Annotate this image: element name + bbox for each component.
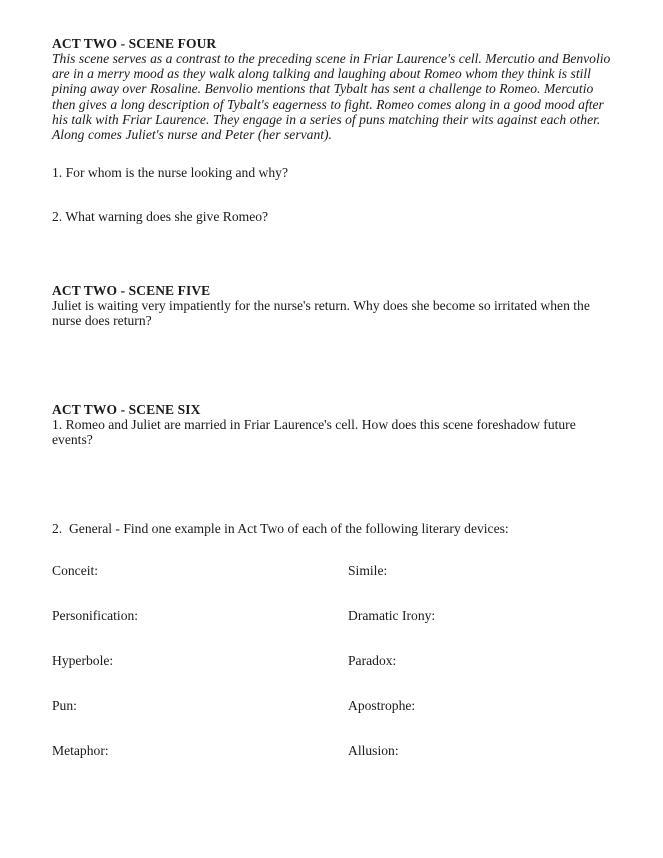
device-label-conceit: Conceit: [52,562,99,578]
scene-five-heading: ACT TWO - SCENE FIVE [52,282,211,298]
document-content [52,36,613,788]
device-row [52,743,613,788]
spacer [52,372,613,402]
spacer [52,142,613,165]
device-label-personification: Personification: [52,607,139,623]
spacer [52,225,613,254]
device-row [52,653,613,698]
spacer [52,447,613,495]
section-scene-six [52,402,613,447]
scene-four-heading: ACT TWO - SCENE FOUR [52,36,217,51]
section-scene-five [52,283,613,328]
device-label-simile: Simile: [348,562,388,578]
device-row [52,698,613,743]
scene-five-summary: Juliet is waiting very impatiently for the nurse's return. Why does she become so irritated when the nurse does return? [52,297,590,328]
device-row [52,608,613,653]
spacer [52,537,613,563]
section-general [52,521,613,787]
scene-four-question-1: 1. For whom is the nurse looking and why? [52,165,288,181]
scene-four-summary: This scene serves as a contrast to the preceding scene in Friar Laurence's cell. Mercutio and Benvolio are in a merry mood as they walk along talking and laughing about Romeo whom they think is still pining away over Rosaline. Benvolio mentions that Tybalt has sent a challenge to Romeo. Mercutio then gives a long description of Tybalt's eagerness to fight. Romeo comes along in a good mood after his talk with Friar Laurence. They engage in a series of puns matching their wits against each other. Along comes Juliet's nurse and Peter (her servant). [52,51,611,143]
scene-six-question-1: 1. Romeo and Juliet are married in Friar Laurence's cell. How does this scene foreshadow future events? [52,417,576,448]
device-label-paradox: Paradox: [348,652,397,668]
device-label-dramatic-irony: Dramatic Irony: [348,607,436,623]
spacer [52,495,613,521]
general-question-prompt: 2. General - Find one example in Act Two of each of the following literary devices: [52,521,509,537]
device-label-hyperbole: Hyperbole: [52,652,114,668]
scene-six-heading: ACT TWO - SCENE SIX [52,402,201,418]
spacer [52,254,613,283]
scene-four-question-2: 2. What warning does she give Romeo? [52,209,269,225]
section-scene-four [52,36,613,142]
spacer [52,180,613,209]
literary-devices-list [52,563,613,788]
device-label-apostrophe: Apostrophe: [348,697,416,713]
spacer [52,328,613,372]
device-label-allusion: Allusion: [348,742,399,758]
device-row [52,563,613,608]
device-label-metaphor: Metaphor: [52,742,109,758]
device-label-pun: Pun: [52,697,77,713]
